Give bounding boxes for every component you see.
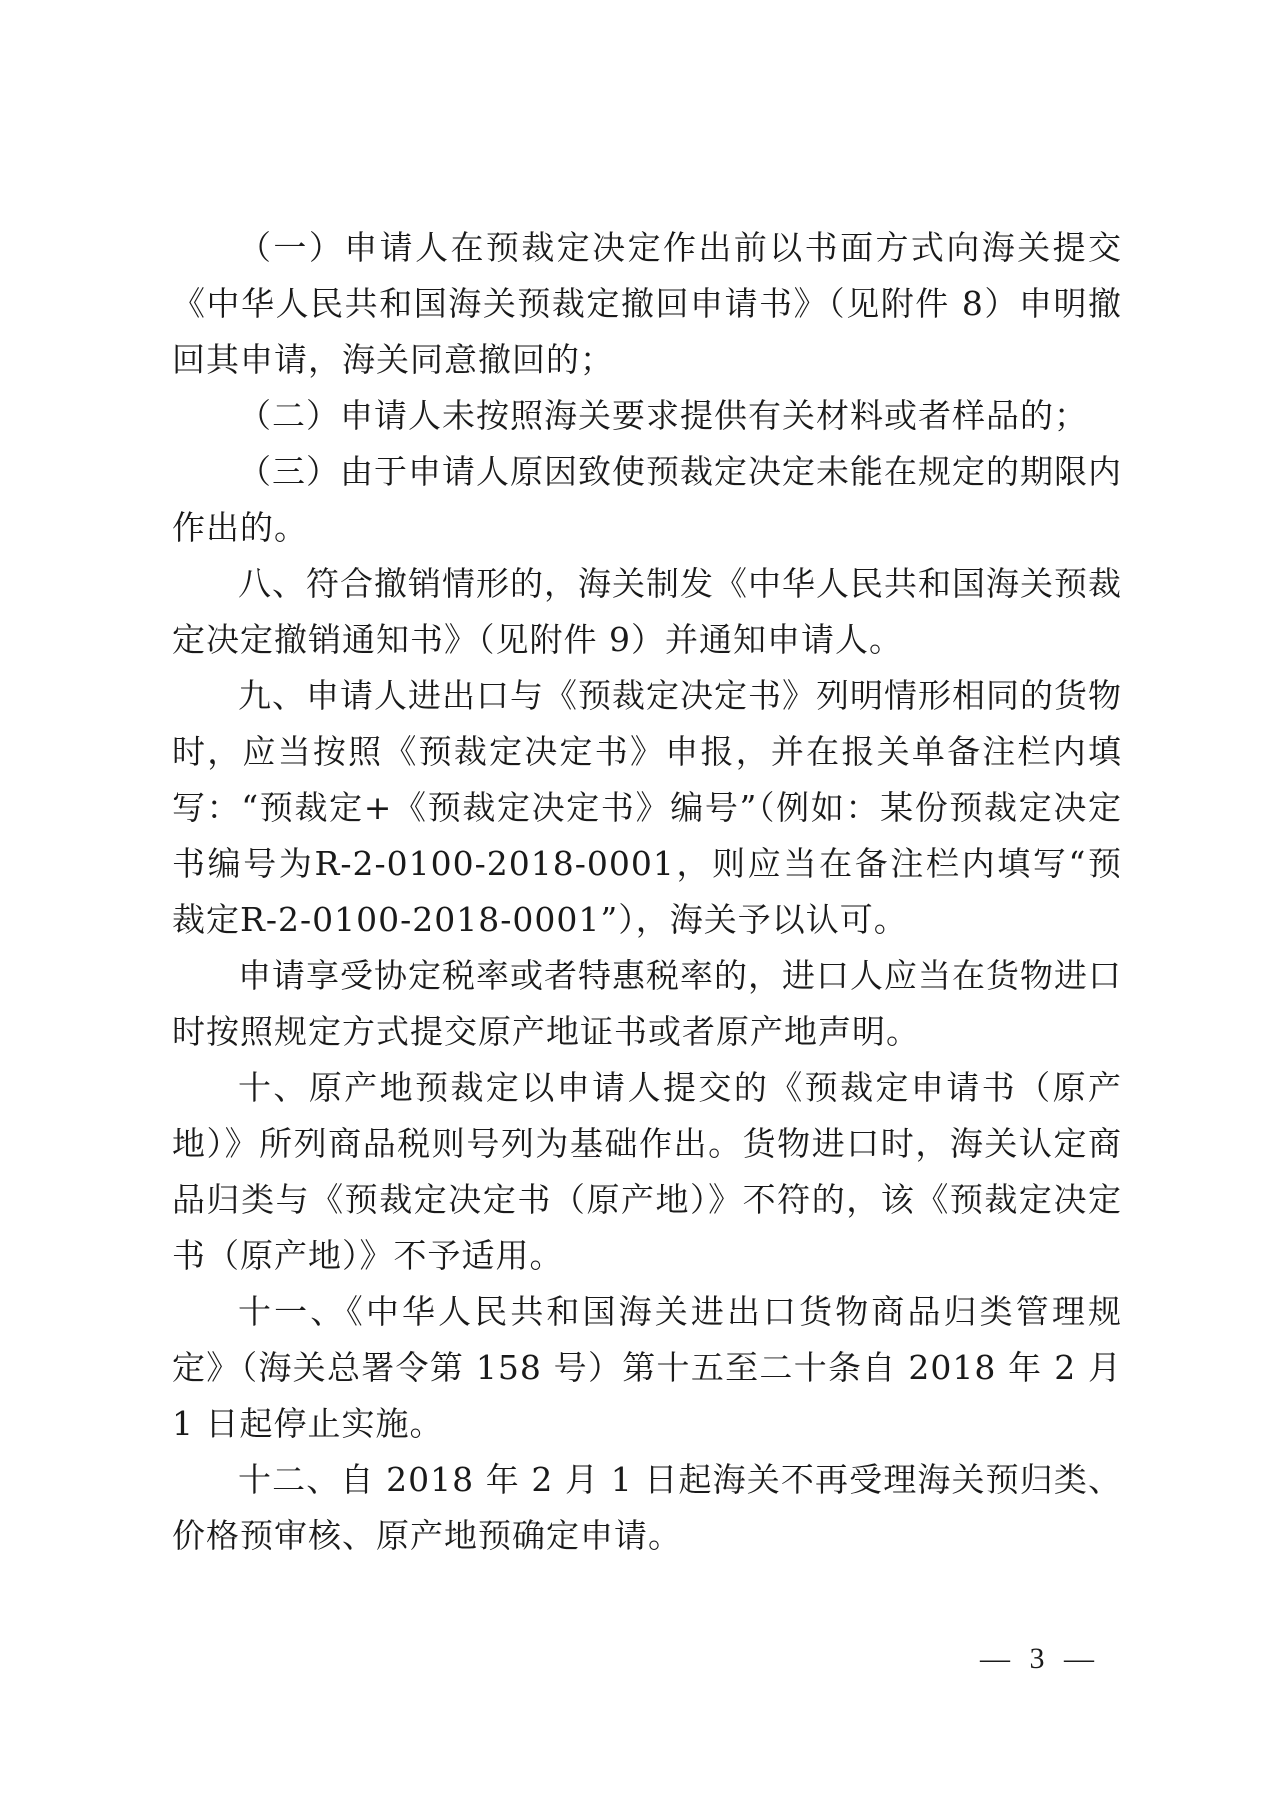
document-body — [172, 220, 1122, 1564]
paragraph-article-12: 十二、自 2018 年 2 月 1 日起海关不再受理海关预归类、价格预审核、原产地预确定申请。 — [172, 1460, 1122, 1555]
paragraph-article-9-supplement: 申请享受协定税率或者特惠税率的，进口人应当在货物进口时按照规定方式提交原产地证书或者原产地声明。 — [172, 956, 1122, 1051]
paragraph-article-9: 九、申请人进出口与《预裁定决定书》列明情形相同的货物时，应当按照《预裁定决定书》申报，并在报关单备注栏内填写：“预裁定+《预裁定决定书》编号”（例如：某份预裁定决定书编号为R-2-0100-2018-0001，则应当在备注栏内填写“预裁定R-2-0100-2018-0001”），海关予以认可。 — [172, 676, 1122, 939]
paragraph-article-10: 十、原产地预裁定以申请人提交的《预裁定申请书（原产地）》所列商品税则号列为基础作出。货物进口时，海关认定商品归类与《预裁定决定书（原产地）》不符的，该《预裁定决定书（原产地）》不予适用。 — [172, 1068, 1122, 1275]
page-number: — 3 — — [980, 1642, 1100, 1675]
paragraph-item-3: （三）由于申请人原因致使预裁定决定未能在规定的期限内作出的。 — [172, 452, 1122, 547]
paragraph-article-8: 八、符合撤销情形的，海关制发《中华人民共和国海关预裁定决定撤销通知书》（见附件 9）并通知申请人。 — [172, 564, 1122, 659]
paragraph-item-1: （一）申请人在预裁定决定作出前以书面方式向海关提交《中华人民共和国海关预裁定撤回申请书》（见附件 8）申明撤回其申请，海关同意撤回的； — [172, 228, 1122, 379]
paragraph-article-11: 十一、《中华人民共和国海关进出口货物商品归类管理规定》（海关总署令第 158 号）第十五至二十条自 2018 年 2 月 1 日起停止实施。 — [172, 1292, 1122, 1443]
paragraph-item-2: （二）申请人未按照海关要求提供有关材料或者样品的； — [238, 396, 1088, 435]
